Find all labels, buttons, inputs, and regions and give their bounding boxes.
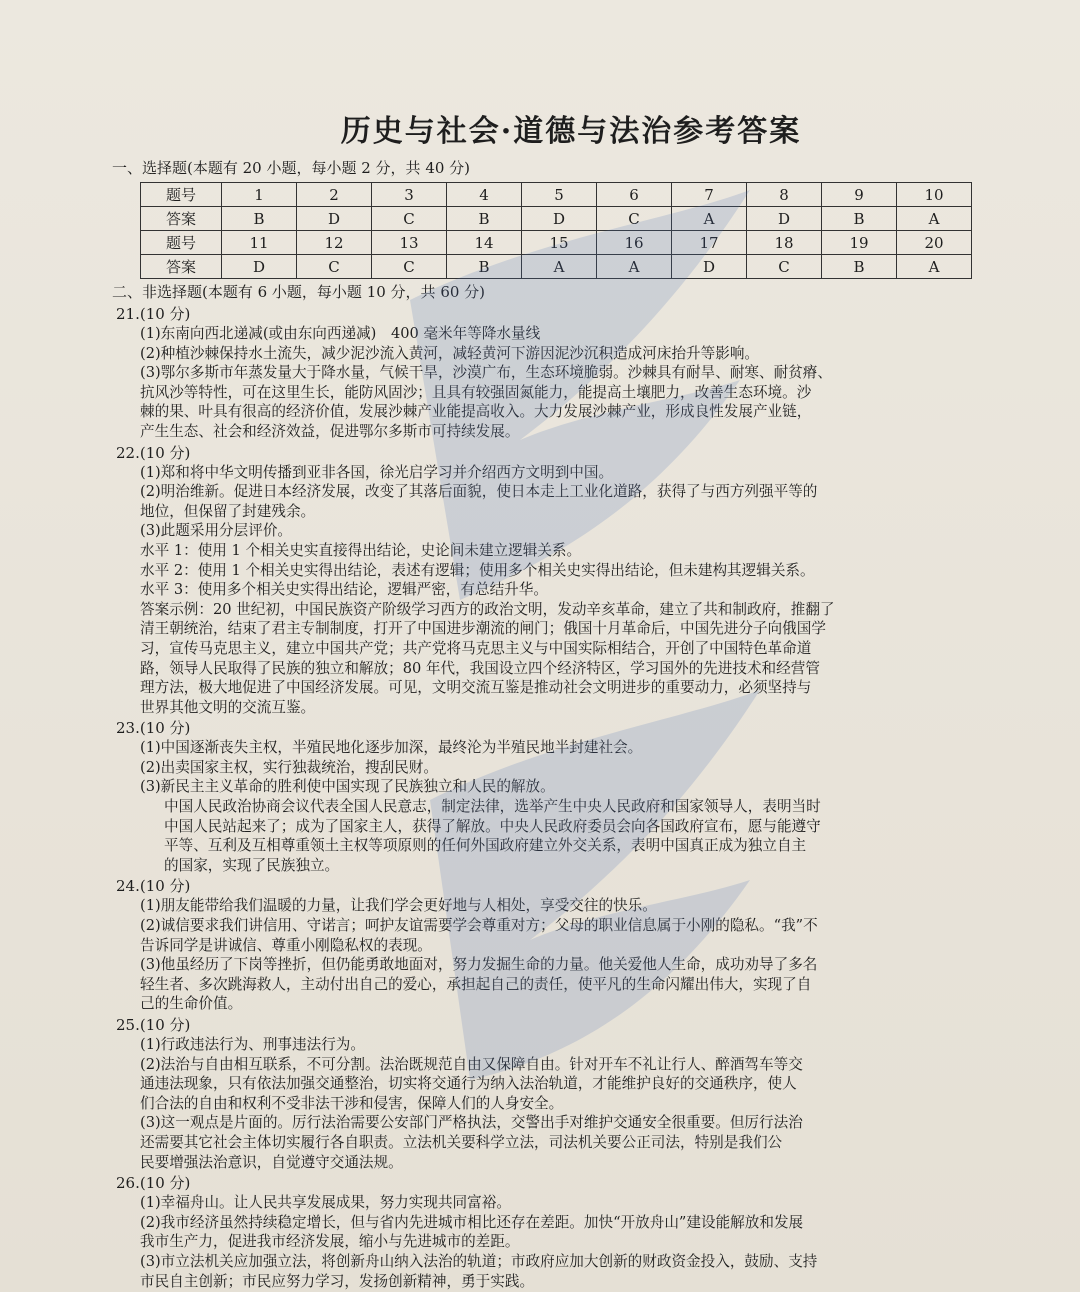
table-row [141,231,972,255]
answer-line: 水平 2：使用 1 个相关史实得出结论，表述有逻辑；使用多个相关史实得出结论，但未建构其逻辑关系。 [140,561,815,579]
answer-line: 清王朝统治，结束了君主专制制度，打开了中国进步潮流的闸门；俄国十月革命后，中国先进分子向俄国学 [140,620,826,638]
table-cell: A [897,207,972,231]
table-cell: B [447,207,522,231]
table-cell: 16 [597,231,672,255]
answer-line: (3)他虽经历了下岗等挫折，但仍能勇敢地面对，努力发掘生命的力量。他关爱他人生命，成功劝导了多名 [140,956,818,974]
question-number: 24.(10 分) [116,877,191,896]
question-21 [112,304,990,442]
answer-line: (2)种植沙棘保持水土流失，减少泥沙流入黄河，减轻黄河下游因泥沙沉积造成河床抬升等影响。 [140,344,760,362]
table-cell: 18 [747,231,822,255]
table-cell: C [297,255,372,279]
table-row [141,255,972,279]
answer-line: (2)诚信要求我们讲信用、守诺言；呵护友谊需要学会尊重对方；父母的职业信息属于小刚的隐私。“我”不 [140,917,818,935]
answer-line: 习，宣传马克思主义，建立中国共产党；共产党将马克思主义与中国实际相结合，开创了中国特色革命道 [140,639,812,657]
section-choice-heading: 一、选择题(本题有 20 小题，每小题 2 分，共 40 分) [112,159,471,177]
table-cell: 6 [597,183,672,207]
answer-line: (1)东南向西北递减(或由东向西递减) 400 毫米年等降水量线 [140,325,541,342]
question-23 [112,718,990,875]
table-row [141,207,972,231]
answer-line: 市民自主创新；市民应努力学习，发扬创新精神，勇于实践。 [140,1272,535,1290]
answer-line: (2)法治与自由相互联系，不可分割。法治既规范自由又保障自由。针对开车不礼让行人、醉酒驾车等交 [140,1055,803,1073]
table-cell: 3 [372,183,447,207]
table-cell: C [372,255,447,279]
table-cell: A [672,207,747,231]
question-number: 22.(10 分) [116,443,191,462]
table-cell: 4 [447,183,522,207]
question-number: 26.(10 分) [116,1174,191,1193]
answer-line: 世界其他文明的交流互鉴。 [140,698,316,716]
answer-line: 水平 3：使用多个相关史实得出结论，逻辑严密，有总结升华。 [140,581,548,599]
question-24 [112,876,990,1014]
answer-line: 答案示例：20 世纪初，中国民族资产阶级学习西方的政治文明，发动辛亥革命，建立了共和制政府，推翻了 [140,600,835,618]
question-22 [112,443,990,718]
answer-line: 产生生态、社会和经济效益，促进鄂尔多斯市可持续发展。 [140,422,520,440]
table-cell: D [522,207,597,231]
table-cell: 14 [447,231,522,255]
question-number: 25.(10 分) [116,1016,191,1034]
answer-line: (2)出卖国家主权，实行独裁统治，搜刮民财。 [140,758,438,776]
table-cell: D [222,255,297,279]
table-cell: A [897,255,972,279]
table-row-header: 题号 [141,183,222,207]
answer-line: 平等、互利及互相尊重领土主权等项原则的任何外国政府建立外交关系，表明中国真正成为独立自主 [164,837,807,855]
table-cell: 19 [822,231,897,255]
answer-line: (1)幸福舟山。让人民共享发展成果，努力实现共同富裕。 [140,1194,511,1212]
table-cell: B [447,255,522,279]
answer-line: 中国人民政治协商会议代表全国人民意志，制定法律，选举产生中央人民政府和国家领导人，表明当时 [164,798,821,816]
table-row [141,183,972,207]
table-cell: 8 [747,183,822,207]
table-cell: 1 [222,183,297,207]
answer-lines [112,463,990,718]
answer-lines [112,324,990,442]
answer-line: 我市生产力，促进我市经济发展，缩小与先进城市的差距。 [140,1233,520,1251]
table-cell: C [372,207,447,231]
answer-lines [112,1035,990,1172]
answer-line: 们合法的自由和权利不受非法干涉和侵害，保障人们的人身安全。 [140,1094,564,1112]
question-number: 23.(10 分) [116,719,191,738]
answer-line: (3)此题采用分层评价。 [140,522,293,540]
table-cell: 2 [297,183,372,207]
answer-line: (2)明治维新。促进日本经济发展，改变了其落后面貌，使日本走上工业化道路，获得了与西方列强平等的 [140,483,818,501]
table-row-header: 答案 [141,207,222,231]
answer-line: 棘的果、叶具有很高的经济价值，发展沙棘产业能提高收入。大力发展沙棘产业，形成良性发展产业链， [140,403,812,421]
answer-line: (1)朋友能带给我们温暖的力量，让我们学会更好地与人相处，享受交往的快乐。 [140,897,657,915]
answer-line: 还需要其它社会主体切实履行各自职责。立法机关要科学立法，司法机关要公正司法，特别是我们公 [140,1133,783,1151]
table-cell: B [822,207,897,231]
answer-line: 抗风沙等特性，可在这里生长，能防风固沙；且具有较强固氮能力，能提高土壤肥力，改善生态环境。沙 [140,383,812,401]
answer-lines [112,1193,990,1291]
answer-line: 己的生命价值。 [140,995,243,1013]
answer-line: 民要增强法治意识，自觉遵守交通法规。 [140,1153,403,1171]
table-cell: A [522,255,597,279]
answer-line: (2)我市经济虽然持续稳定增长，但与省内先进城市相比还存在差距。加快“开放舟山”建设能解放和发展 [140,1213,804,1231]
table-row-header: 答案 [141,255,222,279]
table-cell: C [597,207,672,231]
answer-line: (3)这一观点是片面的。厉行法治需要公安部门严格执法，交警出手对维护交通安全很重要。但厉行法治 [140,1114,803,1132]
question-25 [112,1015,990,1172]
table-cell: 11 [222,231,297,255]
table-cell: 12 [297,231,372,255]
answer-lines [112,738,990,797]
table-cell: 7 [672,183,747,207]
answer-line: (1)行政违法行为、刑事违法行为。 [140,1036,365,1053]
page-title: 历史与社会·道德与法治参考答案 [340,114,802,149]
answer-line: 理方法，极大地促进了中国经济发展。可见，文明交流互鉴是推动社会文明进步的重要动力，必须坚持与 [140,679,812,697]
question-26 [112,1173,990,1291]
answer-line: (3)鄂尔多斯市年蒸发量大于降水量，气候干旱，沙漠广布，生态环境脆弱。沙棘具有耐旱、耐寒、耐贫瘠、 [140,364,832,382]
table-cell: 13 [372,231,447,255]
table-cell: D [672,255,747,279]
answer-line: (1)郑和将中华文明传播到亚非各国，徐光启学习并介绍西方文明到中国。 [140,463,614,481]
section-nonchoice-heading: 二、非选择题(本题有 6 小题，每小题 10 分，共 60 分) [112,283,486,301]
table-cell: 5 [522,183,597,207]
answer-line: 的国家，实现了民族独立。 [164,856,340,874]
table-cell: 17 [672,231,747,255]
answer-lines-indented [112,797,990,875]
table-cell: 9 [822,183,897,207]
table-row-header: 题号 [141,231,222,255]
answer-line: 地位，但保留了封建残余。 [140,502,316,520]
answer-line: (3)市立法机关应加强立法，将创新舟山纳入法治的轨道；市政府应加大创新的财政资金投入，鼓励、支持 [140,1252,818,1270]
table-cell: D [747,207,822,231]
table-cell: 10 [897,183,972,207]
table-cell: 20 [897,231,972,255]
answer-lines [112,896,990,1014]
table-cell: D [297,207,372,231]
table-cell: C [747,255,822,279]
answer-line: 水平 1：使用 1 个相关史实直接得出结论，史论间未建立逻辑关系。 [140,541,582,559]
table-cell: B [222,207,297,231]
answer-line: (1)中国逐渐丧失主权，半殖民地化逐步加深，最终沦为半殖民地半封建社会。 [140,739,643,757]
answer-line: 通违法现象，只有依法加强交通整治，切实将交通行为纳入法治轨道，才能维护良好的交通秩序，使人 [140,1075,797,1093]
answer-line: 中国人民站起来了；成为了国家主人，获得了解放。中央人民政府委员会向各国政府宣布，愿与能遵守 [164,817,821,835]
question-number: 21.(10 分) [116,305,191,323]
answer-line: 轻生者、多次跳海救人，主动付出自己的爱心，承担起自己的责任，使平凡的生命闪耀出伟大，实现了自 [140,975,812,993]
answer-line: 告诉同学是讲诚信、尊重小刚隐私权的表现。 [140,936,432,954]
table-cell: 15 [522,231,597,255]
table-cell: A [597,255,672,279]
answer-line: (3)新民主主义革命的胜利使中国实现了民族独立和人民的解放。 [140,778,555,796]
answer-table [140,182,972,279]
table-cell: B [822,255,897,279]
answer-line: 路，领导人民取得了民族的独立和解放；80 年代，我国设立四个经济特区，学习国外的先进技术和经营管 [140,659,820,677]
